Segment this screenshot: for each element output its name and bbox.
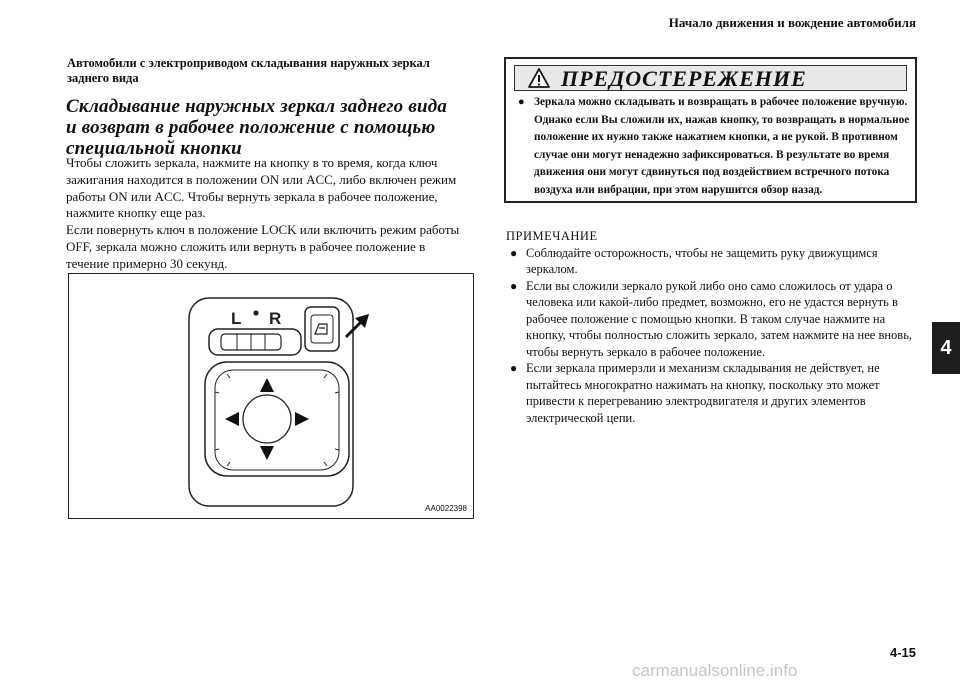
warning-header [514,65,907,91]
body-paragraph: Чтобы сложить зеркала, нажмите на кнопку в то время, когда ключ зажигания находится в положении ON или ACC, либо включен режим работы ON или ACC. Чтобы вернуть зеркала в рабочее положение, нажмите кнопку еще раз. [66,155,457,221]
note-item-text: Если зеркала примерзли и механизм складывания не действует, не пытайтесь многократно нажимать на кнопку, поскольку это может привести к перегреванию электродвигателя и других элементов электрической цепи. [526,361,880,425]
section-heading [66,96,466,159]
bullet-icon: ● [518,96,525,108]
section-subtitle: Автомобили с электроприводом складывания наружных зеркал заднего вида [67,56,430,85]
note-item [506,245,916,278]
mirror-switch-illustration [69,274,473,518]
chapter-tab[interactable]: 4 [932,322,960,374]
body-text [66,155,471,273]
bullet-icon: ● [510,361,518,375]
bullet-icon: ● [510,278,518,293]
heading-line: Складывание наружных зеркал заднего вида [66,96,448,117]
warning-item [518,94,911,199]
warning-item-text: Зеркала можно складывать и возвращать в рабочее положение вручную. Однако если Вы сложили их, нажав кнопку, то возвращать в нормальное положение их нужно также нажатием кнопки, а не рукой. В противном случае они могут ненадежно зафиксироваться. В результате во время движения они могут сдвинуться под воздействием встречного потока воздуха или вибрации, при этом нарушится обзор назад. [534,96,910,196]
note-item-text: Если вы сложили зеркало рукой либо оно само сложилось от удара о человека или какой-либо предмет, возможно, его не удастся вернуть в рабочее положение с помощью кнопки. В таком случае нажмите на кнопку, чтобы полностью сложить зеркало, затем нажмите на нее вновь, чтобы вернуть зеркало в рабочее положение. [526,278,913,359]
heading-line: специальной кнопки [66,138,242,159]
note-item [506,278,916,361]
warning-list [518,94,911,199]
switch-label-right: R [269,309,282,328]
pad-center-button [243,395,291,443]
note-item-text: Соблюдайте осторожность, чтобы не защемить руку движущимся зеркалом. [526,245,878,276]
bullet-icon: ● [510,245,518,260]
heading-line: и возврат в рабочее положение с помощью [66,117,436,138]
lr-indicator-dot-icon [253,310,258,315]
watermark: carmanualsonline.info [632,661,798,680]
page-number: 4-15 [889,645,916,660]
running-header: Начало движения и вождение автомобиля [668,15,916,30]
warning-title: ПРЕДОСТЕРЕЖЕНИЕ [561,66,807,91]
body-paragraph: Если повернуть ключ в положение LOCK или включить режим работы OFF, зеркала можно сложить или вернуть в рабочее положение в течение примерно 30 секунд. [66,222,460,271]
switch-label-left: L [231,309,242,328]
note-item [506,360,916,426]
warning-triangle-icon [527,67,551,89]
figure-code: AA0022398 [425,504,467,513]
note-heading: ПРИМЕЧАНИЕ [506,229,598,243]
mirror-switch-figure [68,273,474,519]
warning-box [504,57,917,203]
note-section [506,228,916,426]
